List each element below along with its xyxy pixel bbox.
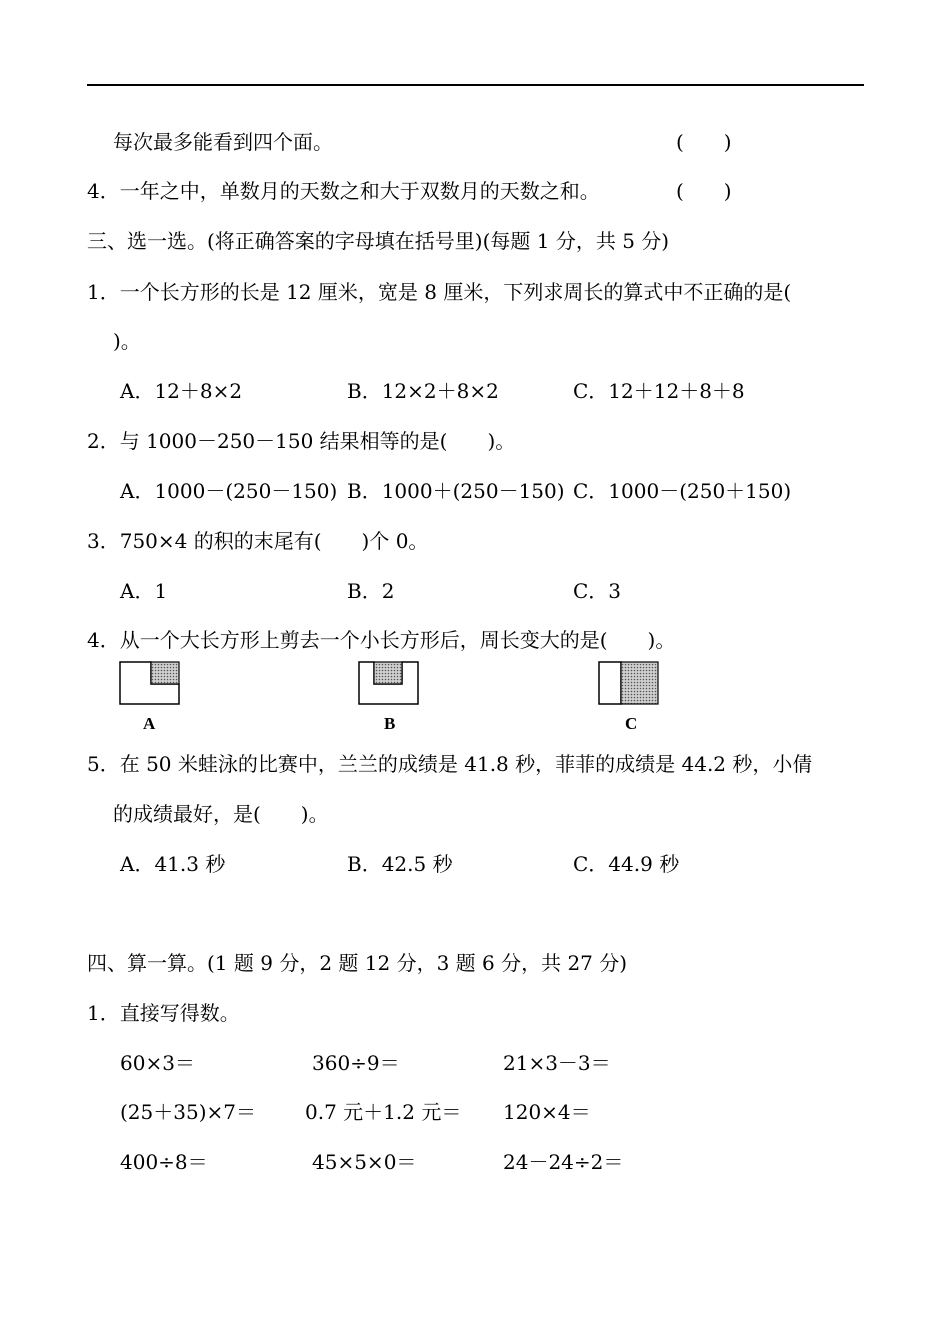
choice-q3-option-a: A．1	[120, 579, 168, 603]
figure-c-outline	[599, 662, 621, 704]
header-rule	[87, 84, 864, 86]
judge-q3-answer-blank[interactable]: ( )	[676, 130, 732, 154]
calc-item: 24－24÷2＝	[503, 1150, 624, 1174]
choice-q1-line2: )。	[113, 329, 141, 353]
judge-q4-answer-blank[interactable]: ( )	[676, 179, 732, 203]
calc-item: 360÷9＝	[312, 1051, 400, 1075]
figure-c-label: C	[625, 714, 638, 733]
figure-b-label: B	[384, 714, 396, 733]
calc-item: 120×4＝	[503, 1100, 591, 1124]
choice-q1-line1: 1．一个长方形的长是 12 厘米，宽是 8 厘米，下列求周长的算式中不正确的是(	[87, 280, 792, 304]
choice-q5-line1: 5．在 50 米蛙泳的比赛中，兰兰的成绩是 41.8 秒，菲菲的成绩是 44.2 秒，小倩	[87, 752, 813, 776]
choice-q2: 2．与 1000－250－150 结果相等的是( )。	[87, 429, 516, 453]
choice-q1-option-b: B．12×2＋8×2	[347, 379, 499, 403]
choice-q5-option-c: C．44.9 秒	[573, 852, 680, 876]
choice-q5-line2: 的成绩最好，是( )。	[113, 802, 329, 826]
choice-q5-option-a: A．41.3 秒	[120, 852, 226, 876]
choice-q5-option-b: B．42.5 秒	[347, 852, 453, 876]
choice-q1-option-a: A．12＋8×2	[120, 379, 243, 403]
choice-q3: 3．750×4 的积的末尾有( )个 0。	[87, 529, 429, 553]
calc-q1-title: 1．直接写得数。	[87, 1001, 240, 1025]
judge-q4: 4．一年之中，单数月的天数之和大于双数月的天数之和。	[87, 179, 600, 203]
choice-q1-option-c: C．12＋12＋8＋8	[573, 379, 745, 403]
calc-item: 21×3－3＝	[503, 1051, 611, 1075]
figure-b	[357, 660, 421, 706]
figure-a	[118, 660, 182, 706]
section-4-heading: 四、算一算。(1 题 9 分，2 题 12 分，3 题 6 分，共 27 分)	[87, 951, 628, 975]
calc-item: 0.7 元＋1.2 元＝	[305, 1100, 462, 1124]
calc-item: 400÷8＝	[120, 1150, 208, 1174]
choice-q3-option-b: B．2	[347, 579, 395, 603]
section-3-heading: 三、选一选。(将正确答案的字母填在括号里)(每题 1 分，共 5 分)	[87, 229, 670, 253]
calc-item: 45×5×0＝	[312, 1150, 417, 1174]
figure-b-cut-region	[374, 662, 402, 684]
judge-q3-tail: 每次最多能看到四个面。	[113, 130, 333, 154]
calc-item: (25＋35)×7＝	[120, 1100, 256, 1124]
choice-q2-option-a: A．1000－(250－150)	[120, 479, 338, 503]
choice-q3-option-c: C．3	[573, 579, 622, 603]
figure-a-cut-region	[151, 662, 179, 684]
calc-item: 60×3＝	[120, 1051, 195, 1075]
figure-c	[597, 660, 661, 706]
choice-q4: 4．从一个大长方形上剪去一个小长方形后，周长变大的是( )。	[87, 628, 676, 652]
figure-a-label: A	[143, 714, 156, 733]
choice-q2-option-b: B．1000＋(250－150)	[347, 479, 565, 503]
figure-c-cut-region	[621, 662, 658, 704]
choice-q2-option-c: C．1000－(250＋150)	[573, 479, 792, 503]
